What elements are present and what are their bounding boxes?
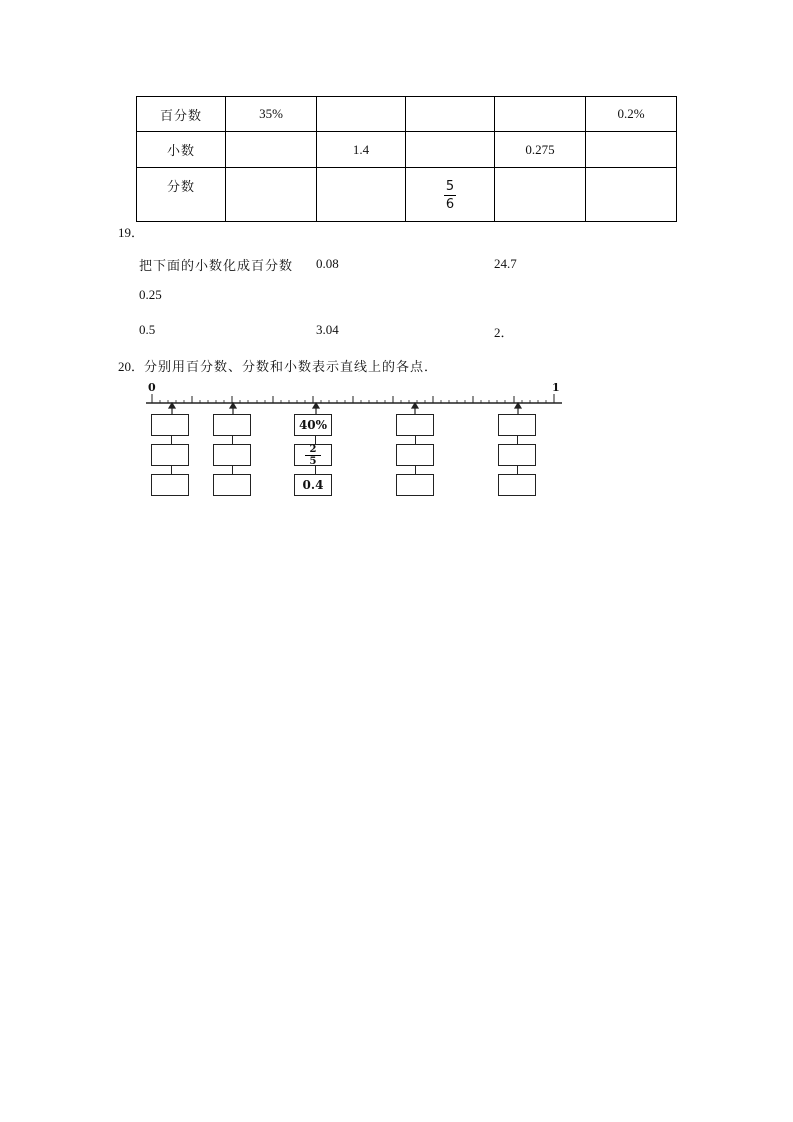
question-20 <box>118 356 438 375</box>
connector <box>232 436 233 444</box>
table-cell <box>495 97 586 132</box>
table-cell <box>586 132 677 168</box>
example-box-decimal: 0.4 <box>294 474 332 496</box>
table-cell <box>495 168 586 222</box>
answer-box-percent[interactable] <box>151 414 189 436</box>
answer-box-decimal[interactable] <box>151 474 189 496</box>
answer-box-percent[interactable] <box>396 414 434 436</box>
number-line-start-label: 0 <box>148 381 156 394</box>
fraction <box>444 179 456 212</box>
fraction-bar <box>444 195 456 196</box>
denominator: 5 <box>309 455 317 467</box>
connector <box>171 466 172 474</box>
connector <box>232 466 233 474</box>
connector <box>517 436 518 444</box>
table-cell <box>406 132 495 168</box>
table-cell: 0.2% <box>586 97 677 132</box>
connector <box>517 466 518 474</box>
q19-item: 24.7 <box>494 256 517 271</box>
q19-item: 2． <box>494 325 514 340</box>
connector <box>171 436 172 444</box>
answer-box-decimal[interactable] <box>213 474 251 496</box>
q19-item: 3.04 <box>316 322 339 337</box>
answer-box-decimal[interactable] <box>498 474 536 496</box>
q19-item: 0.08 <box>316 256 339 271</box>
table-cell: 35% <box>226 97 317 132</box>
question-20-instruction: 分别用百分数、分数和小数表示直线上的各点． <box>144 360 439 375</box>
row-label: 百分数 <box>137 97 226 132</box>
answer-box-percent[interactable] <box>498 414 536 436</box>
denominator: 6 <box>445 196 455 212</box>
answer-box-decimal[interactable] <box>396 474 434 496</box>
answer-box-fraction[interactable] <box>396 444 434 466</box>
q19-item: 0.25 <box>139 287 162 302</box>
connector <box>415 436 416 444</box>
example-box-percent: 40% <box>294 414 332 436</box>
answer-box-percent[interactable] <box>213 414 251 436</box>
table-cell: 1.4 <box>317 132 406 168</box>
q19-item: 0.5 <box>139 322 156 337</box>
table-cell: 0.275 <box>495 132 586 168</box>
numerator: 2 <box>309 443 317 455</box>
table-cell <box>226 168 317 222</box>
answer-box-fraction[interactable] <box>151 444 189 466</box>
fraction <box>305 445 321 466</box>
answer-box-fraction[interactable] <box>498 444 536 466</box>
table-cell <box>586 168 677 222</box>
table-cell <box>406 97 495 132</box>
table-cell <box>317 168 406 222</box>
number-line-figure <box>0 0 793 520</box>
connector <box>315 466 316 474</box>
conversion-table <box>136 96 677 222</box>
row-label: 分数 <box>137 168 226 222</box>
table-row-decimal <box>137 132 677 168</box>
table-cell <box>317 97 406 132</box>
table-row-percent <box>137 97 677 132</box>
row-label: 小数 <box>137 132 226 168</box>
question-20-number: 20． <box>118 359 145 374</box>
example-box-fraction <box>294 444 332 466</box>
table-cell <box>406 168 495 222</box>
table-row-fraction <box>137 168 677 222</box>
table-cell <box>226 132 317 168</box>
numerator: 5 <box>445 178 455 194</box>
fraction-bar <box>305 455 321 456</box>
number-line <box>0 0 793 520</box>
number-line-end-label: 1 <box>552 381 560 394</box>
connector <box>415 466 416 474</box>
answer-box-fraction[interactable] <box>213 444 251 466</box>
connector <box>315 436 316 444</box>
question-19-instruction: 把下面的小数化成百分数 <box>139 259 294 274</box>
question-19-number: 19． <box>118 225 145 240</box>
